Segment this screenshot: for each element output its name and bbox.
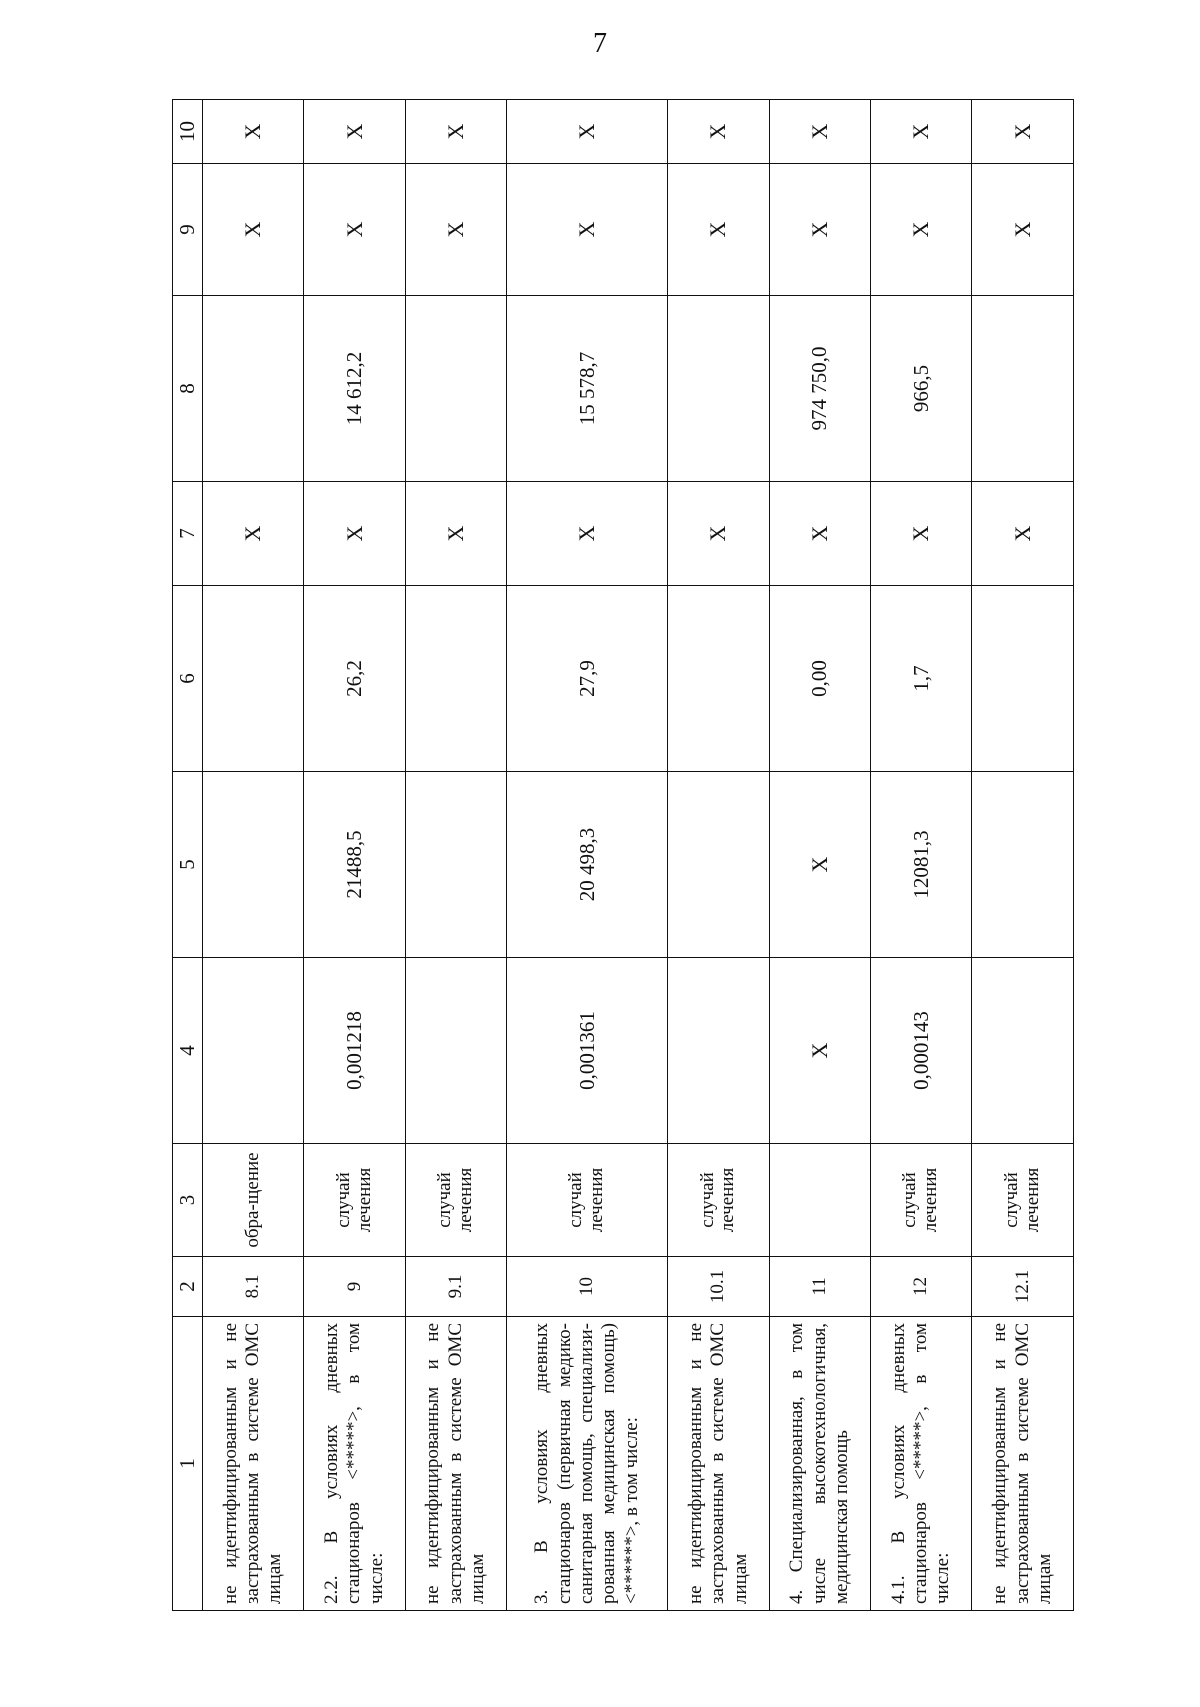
column-header: 10 bbox=[173, 100, 203, 164]
cell-col10: X bbox=[507, 100, 668, 164]
table-row bbox=[871, 100, 972, 1611]
data-table bbox=[172, 99, 1074, 1611]
volume-cell bbox=[203, 958, 304, 1144]
per-capita-cell: 0,00 bbox=[769, 586, 870, 772]
table-row bbox=[668, 100, 769, 1611]
table-row bbox=[405, 100, 506, 1611]
volume-cell: X bbox=[769, 958, 870, 1144]
row-description: не идентифицированным и не застрахованным в системе ОМС лицам bbox=[972, 1317, 1074, 1611]
row-description: 4. Специализированная, в том числе высокотехнологичная, медицинская помощь bbox=[769, 1317, 870, 1611]
column-header: 3 bbox=[173, 1144, 203, 1257]
unit-cell: случай лечения bbox=[507, 1144, 668, 1257]
total-cell bbox=[203, 296, 304, 482]
row-description: 3. В условиях дневных стационаров (первичная медико-санитарная помощь, специализи-рованная медицинская помощь) <******>, в том числе: bbox=[507, 1317, 668, 1611]
total-cell: 974 750,0 bbox=[769, 296, 870, 482]
column-header: 1 bbox=[173, 1317, 203, 1611]
cell-col10: X bbox=[972, 100, 1074, 164]
volume-cell bbox=[972, 958, 1074, 1144]
per-capita-cell bbox=[203, 586, 304, 772]
row-description: не идентифицированным и не застрахованным в системе ОМС лицам bbox=[203, 1317, 304, 1611]
cell-col7: X bbox=[769, 482, 870, 586]
column-header: 9 bbox=[173, 164, 203, 296]
row-number: 8.1 bbox=[203, 1257, 304, 1317]
cell-col9: X bbox=[405, 164, 506, 296]
column-header: 4 bbox=[173, 958, 203, 1144]
unit-cell: случай лечения bbox=[304, 1144, 405, 1257]
column-header: 6 bbox=[173, 586, 203, 772]
cell-col7: X bbox=[304, 482, 405, 586]
total-cell: 966,5 bbox=[871, 296, 972, 482]
row-number: 10 bbox=[507, 1257, 668, 1317]
cost-cell bbox=[668, 772, 769, 958]
unit-cell: случай лечения bbox=[668, 1144, 769, 1257]
row-description: 4.1. В условиях дневных стационаров <*****>, в том числе: bbox=[871, 1317, 972, 1611]
cell-col9: X bbox=[304, 164, 405, 296]
per-capita-cell: 1,7 bbox=[871, 586, 972, 772]
row-description: не идентифицированным и не застрахованным в системе ОМС лицам bbox=[405, 1317, 506, 1611]
row-number: 9 bbox=[304, 1257, 405, 1317]
total-cell: 14 612,2 bbox=[304, 296, 405, 482]
rotated-table-container bbox=[172, 100, 1074, 1611]
cost-cell bbox=[972, 772, 1074, 958]
cost-cell: 20 498,3 bbox=[507, 772, 668, 958]
cell-col10: X bbox=[203, 100, 304, 164]
cell-col7: X bbox=[405, 482, 506, 586]
cost-cell: 12081,3 bbox=[871, 772, 972, 958]
unit-cell: обра-щение bbox=[203, 1144, 304, 1257]
total-cell bbox=[972, 296, 1074, 482]
page-number: 7 bbox=[593, 28, 607, 59]
table-row bbox=[304, 100, 405, 1611]
header-row bbox=[173, 100, 203, 1611]
row-description: 2.2. В условиях дневных стационаров <*****>, в том числе: bbox=[304, 1317, 405, 1611]
cell-col9: X bbox=[871, 164, 972, 296]
cell-col9: X bbox=[203, 164, 304, 296]
row-number: 11 bbox=[769, 1257, 870, 1317]
row-number: 10.1 bbox=[668, 1257, 769, 1317]
table-row bbox=[972, 100, 1074, 1611]
cell-col10: X bbox=[304, 100, 405, 164]
cell-col7: X bbox=[203, 482, 304, 586]
row-number: 12 bbox=[871, 1257, 972, 1317]
cell-col9: X bbox=[972, 164, 1074, 296]
column-header: 8 bbox=[173, 296, 203, 482]
per-capita-cell: 27,9 bbox=[507, 586, 668, 772]
column-header: 2 bbox=[173, 1257, 203, 1317]
cell-col9: X bbox=[769, 164, 870, 296]
volume-cell bbox=[405, 958, 506, 1144]
unit-cell: случай лечения bbox=[871, 1144, 972, 1257]
cost-cell: X bbox=[769, 772, 870, 958]
cell-col9: X bbox=[507, 164, 668, 296]
volume-cell bbox=[668, 958, 769, 1144]
row-description: не идентифицированным и не застрахованным в системе ОМС лицам bbox=[668, 1317, 769, 1611]
cell-col7: X bbox=[871, 482, 972, 586]
table-row bbox=[507, 100, 668, 1611]
per-capita-cell bbox=[405, 586, 506, 772]
column-header: 5 bbox=[173, 772, 203, 958]
per-capita-cell bbox=[972, 586, 1074, 772]
total-cell: 15 578,7 bbox=[507, 296, 668, 482]
cost-cell: 21488,5 bbox=[304, 772, 405, 958]
volume-cell: 0,000143 bbox=[871, 958, 972, 1144]
cell-col7: X bbox=[972, 482, 1074, 586]
volume-cell: 0,001218 bbox=[304, 958, 405, 1144]
cell-col10: X bbox=[405, 100, 506, 164]
total-cell bbox=[405, 296, 506, 482]
row-number: 9.1 bbox=[405, 1257, 506, 1317]
total-cell bbox=[668, 296, 769, 482]
cost-cell bbox=[405, 772, 506, 958]
table-row bbox=[203, 100, 304, 1611]
cell-col10: X bbox=[668, 100, 769, 164]
cell-col10: X bbox=[769, 100, 870, 164]
unit-cell: случай лечения bbox=[972, 1144, 1074, 1257]
unit-cell: случай лечения bbox=[405, 1144, 506, 1257]
volume-cell: 0,001361 bbox=[507, 958, 668, 1144]
per-capita-cell: 26,2 bbox=[304, 586, 405, 772]
cell-col7: X bbox=[507, 482, 668, 586]
table-row bbox=[769, 100, 870, 1611]
row-number: 12.1 bbox=[972, 1257, 1074, 1317]
unit-cell bbox=[769, 1144, 870, 1257]
per-capita-cell bbox=[668, 586, 769, 772]
cell-col10: X bbox=[871, 100, 972, 164]
cost-cell bbox=[203, 772, 304, 958]
cell-col9: X bbox=[668, 164, 769, 296]
column-header: 7 bbox=[173, 482, 203, 586]
cell-col7: X bbox=[668, 482, 769, 586]
